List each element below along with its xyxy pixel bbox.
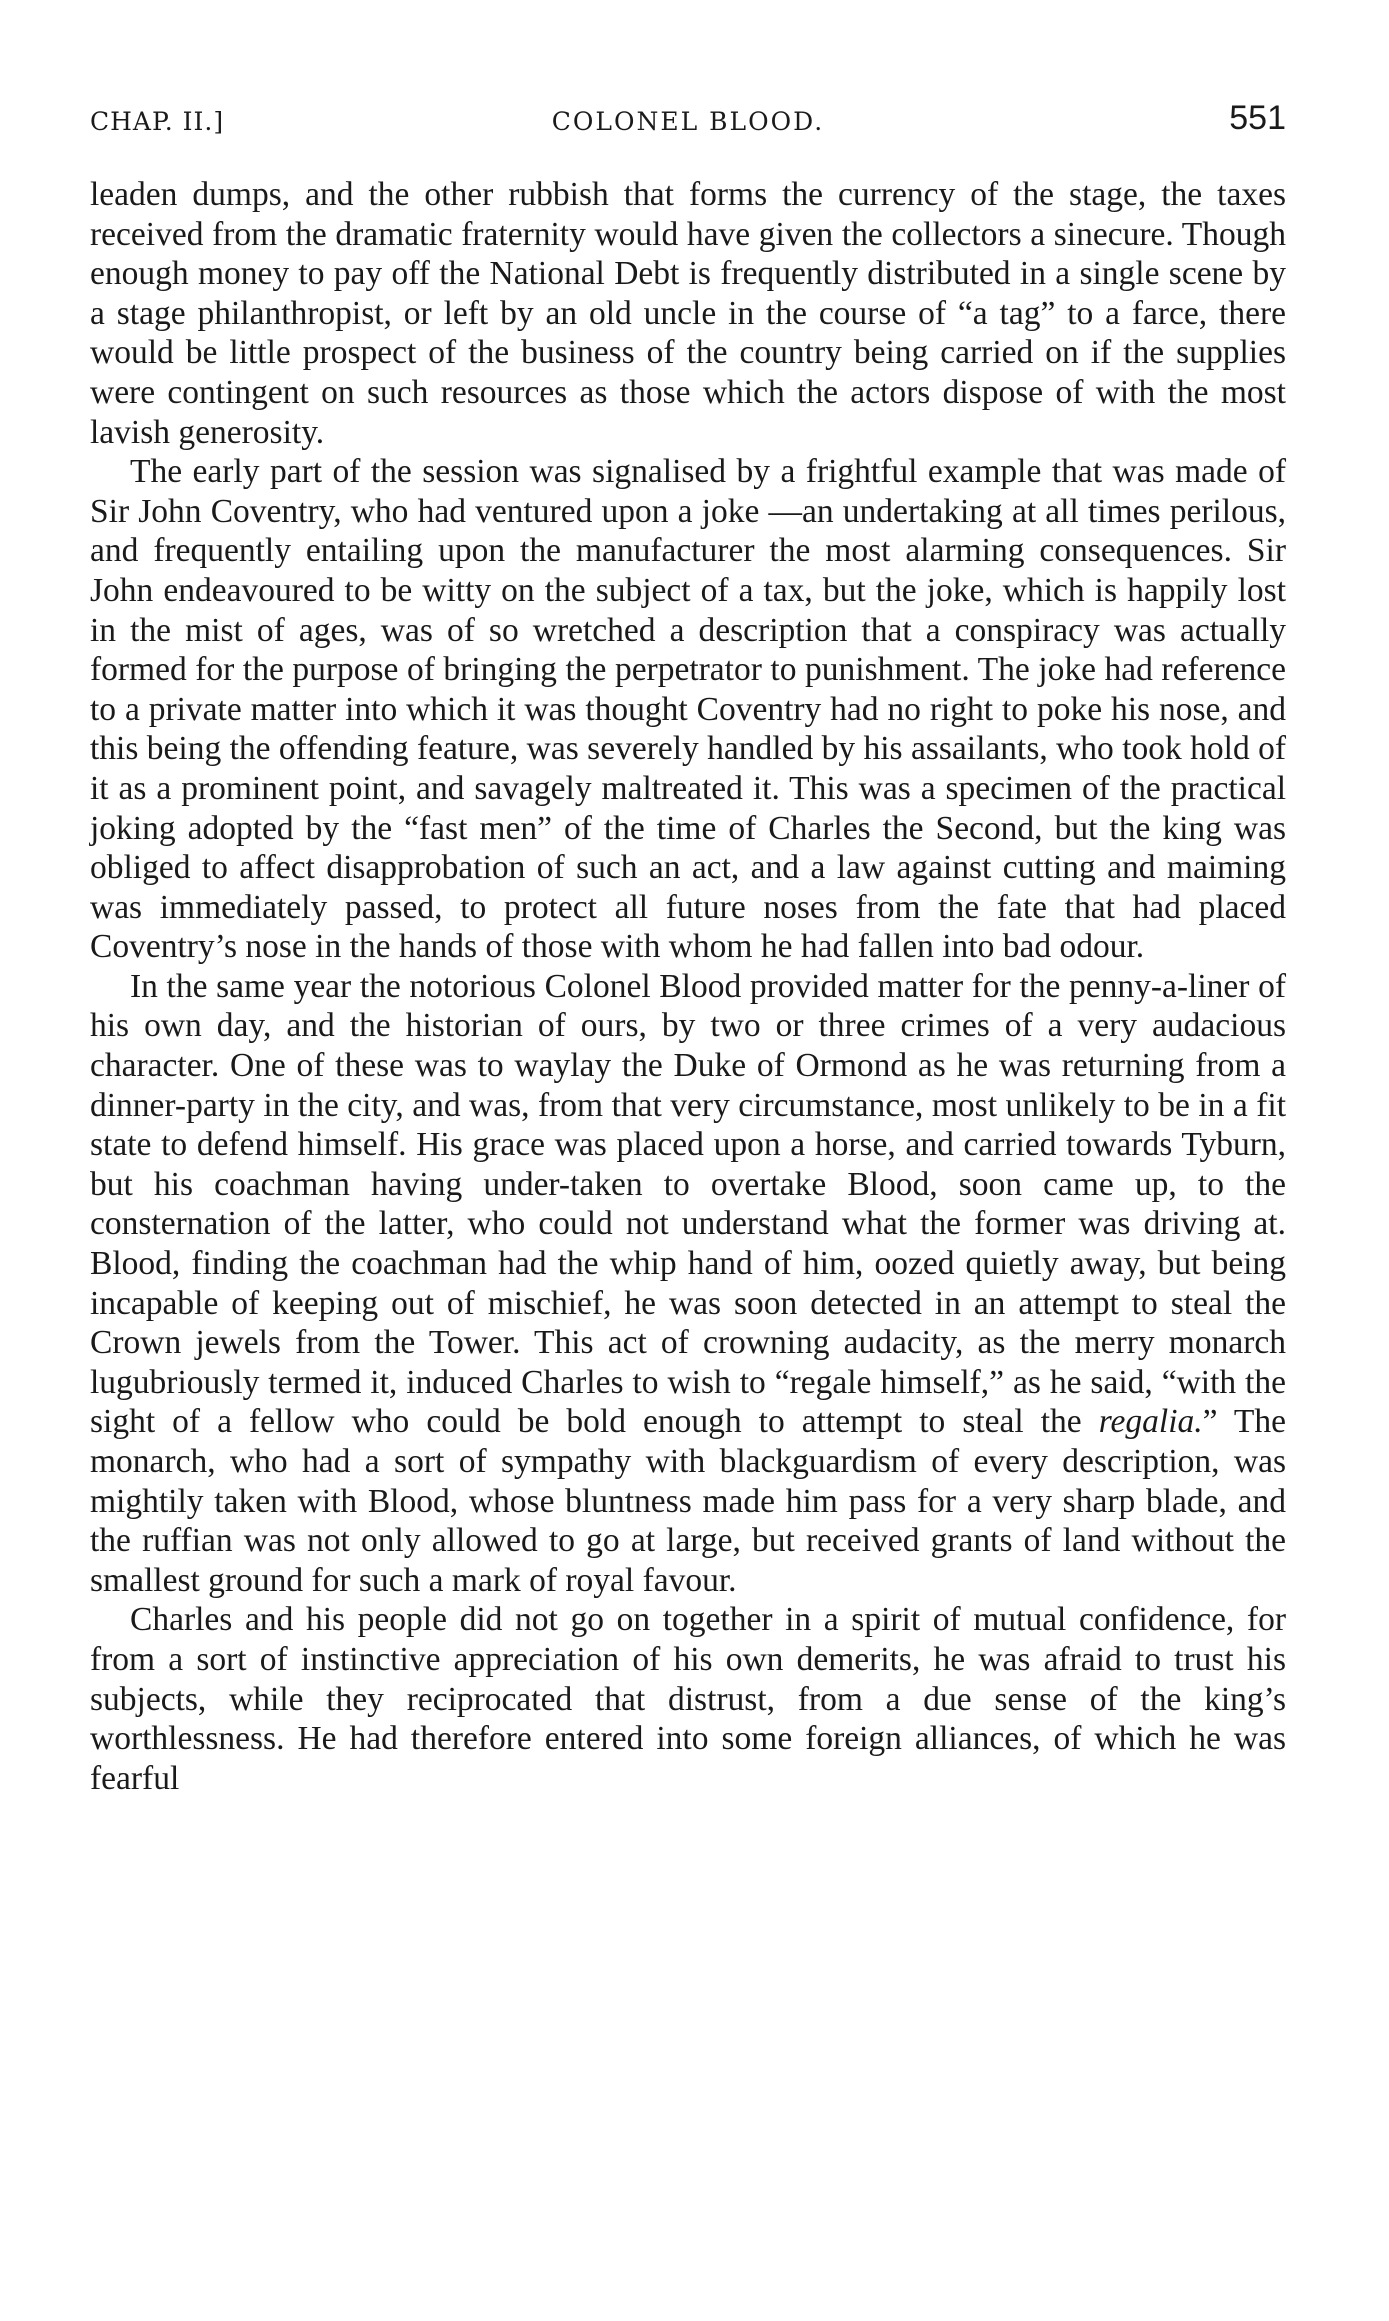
paragraph-coventry: The early part of the session was signalised by a frightful example that was made of Sir John Coventry, who had ventured upon a joke —an undertaking at all times perilous, and frequently entailing upon the manufacturer the most alarming consequences. Sir John endeavoured to be witty on the subject of a tax, but the joke, which is happily lost in the mist of ages, was of so wretched a description that a conspiracy was actually formed for the purpose of bringing the perpetrator to punishment. The joke had reference to a private matter into which it was thought Coventry had no right to poke his nose, and this being the offending feature, was severely handled by his assailants, who took hold of it as a prominent point, and savagely maltreated it. This was a specimen of the practical joking adopted by the “fast men” of the time of Charles the Second, but the king was obliged to affect disapprobation of such an act, and a law against cutting and maiming was immediately passed, to protect all future noses from the fate that had placed Coventry’s nose in the hands of those with whom he had fallen into bad odour.: [90, 453, 1286, 966]
book-page: [90, 95, 1286, 1798]
paragraph-continued: leaden dumps, and the other rubbish that forms the currency of the stage, the taxes received from the dramatic fraternity would have given the collectors a sinecure. Though enough money to pay off the National Debt is frequently distributed in a single scene by a stage philanthropist, or left by an old uncle in the course of “a tag” to a farce, there would be little prospect of the business of the country being carried on if the supplies were contingent on such resources as those which the actors dispose of with the most lavish generosity.: [90, 176, 1286, 451]
page-title: COLONEL BLOOD.: [551, 107, 825, 136]
paragraph-charles: Charles and his people did not go on together in a spirit of mutual confidence, for from a sort of instinctive appreciation of his own demerits, he was afraid to trust his subjects, while they reciprocated that distrust, from a due sense of the king’s worthlessness. He had therefore entered into some foreign alliances, of which he was fearful: [90, 1601, 1286, 1797]
paragraph-text: In the same year the notorious Colonel Blood provided matter for the penny-a-liner of his own day, and the historian of ours, by two or three crimes of a very audacious character. One of these was to waylay the Duke of Ormond as he was returning from a dinner-party in the city, and was, from that very circumstance, most unlikely to be in a fit state to defend himself. His grace was placed upon a horse, and carried towards Tyburn, but his coachman having under-taken to overtake Blood, soon came up, to the consternation of the latter, who could not understand what the former was driving at. Blood, finding the coachman had the whip hand of him, oozed quietly away, but being incapable of keeping out of mischief, he was soon detected in an attempt to steal the Crown jewels from the Tower. This act of crowning audacity, as the merry monarch lugubriously termed it, induced Charles to wish to “regale himself,” as he said, “with the sight of a fellow who could be bold enough to attempt to steal the: [90, 967, 1286, 1441]
running-head: [90, 95, 1286, 145]
paragraph-text: ” The monarch, who had a sort of sympathy with blackguardism of every description, was mightily taken with Blood, whose bluntness made him pass for a very sharp blade, and the ruffian was not only allowed to go at large, but received grants of land without the smallest ground for such a mark of royal favour.: [90, 1403, 1286, 1599]
italic-term: regalia.: [1098, 1403, 1203, 1441]
paragraph-colonel-blood: [90, 967, 1286, 1601]
chapter-label: CHAP. II.]: [90, 107, 225, 136]
page-number: 551: [1229, 99, 1286, 137]
body-text: [90, 175, 1286, 1798]
